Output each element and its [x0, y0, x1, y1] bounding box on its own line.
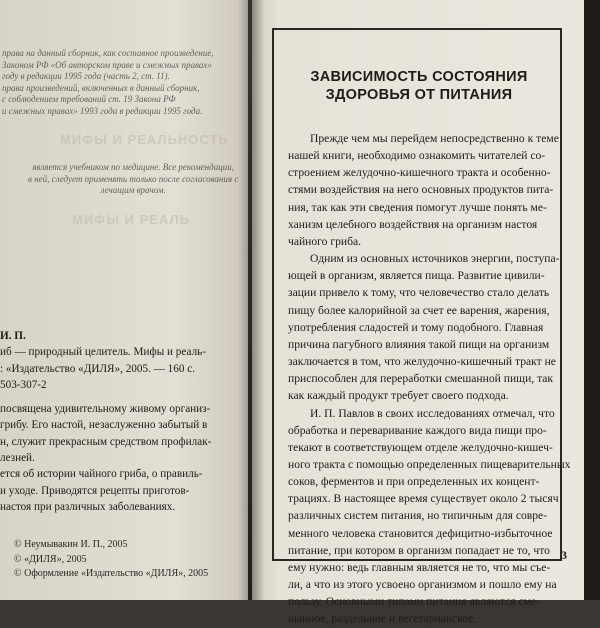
paragraph: Прежде чем мы перейдем непосредственно к теме нашей книги, необходимо ознакомить читателей со- строением желудочно-кишечного тракта и особенно- стями воздействия на него основных продуктов пита- ния, так как эти сведения помогут лучше понять ме- ханизм целебного воздействия на организм настоя чайного гриба.: [288, 132, 559, 248]
legal-notice: права на данный сборник, как составное произведение, Законом РФ «Об авторском праве и смежных правах» году в редакции 1995 года (часть 2, ст. 11). права произведений, включенных в данный сборник, с соблюдением требований ст. 19 Закона РФ и смежных правах» 1993 года в редакции 1995 года.: [2, 48, 214, 116]
chapter-body: [288, 130, 571, 628]
book-spine-shadow: [238, 0, 264, 600]
chapter-title: ЗАВИСИМОСТЬ СОСТОЯНИЯ ЗДОРОВЬЯ ОТ ПИТАНИЯ: [310, 69, 528, 103]
bleed-through-text: МИФЫ И РЕАЛЬНОСТЬ: [60, 132, 229, 147]
medical-notice: является учебником по медицине. Все рекомендации, в ней, следует применять только после согласования с лечащим врачом.: [28, 162, 239, 195]
paragraph: Одним из основных источников энергии, поступа- ющей в организм, является пища. Развитие цивили- зации привело к тому, что человечество стало делать пищу более калорийной за счет ее варения, жарения, употребления сладостей и тому подобного. Главная причина пагубного влияния такой пищи на организм заключается в том, что желудочно-кишечный тракт не приспособлен для переработки смешанной пищи, так как каждый продукт требует своего подхода.: [288, 252, 560, 403]
book-edge: [584, 0, 600, 600]
paragraph: И. П. Павлов в своих исследованиях отмечал, что обработка и переваривание каждого вида пищи про- текают в соответствующем отделе желудочно-кишеч- ного тракта с помощью определенных пищеварительных соков, ферментов и при определенных их концент- трациях. В настоящее время существует около 2 тысяч различных систем питания, но типичным для совре- менного человека становится дефицитно-избыточное питание, при котором в организм попадает не то, что ему нужно: ведь главным является не то, что мы съе- ли, а что из этого усвоено организмом и пошло ему на пользу. Основными типами питания являются сме- шанное, раздельное и вегетарианское.: [288, 406, 571, 626]
bleed-through-text: МИФЫ И РЕАЛЬ: [72, 212, 190, 227]
copyright-block: © Неумывакин И. П., 2005 © «ДИЛЯ», 2005 © Оформление «Издательство «ДИЛЯ», 2005: [14, 539, 209, 579]
bibliographic-block: И. П. иб — природный целитель. Мифы и реаль- : «Издательство «ДИЛЯ», 2005. — 160 с. 503-307-2 посвящена удивительному живому организ- грибу. Его настой, незаслуженно забытый в н, служит прекрасным средством профилак- лезней. ется об истории чайного гриба, о правиль- и уходе. Приводятся рецепты приготов- настоя при различных заболеваниях.: [0, 330, 212, 513]
left-page: [0, 0, 248, 600]
text-frame: [272, 28, 571, 626]
page-number: 3: [561, 548, 567, 562]
